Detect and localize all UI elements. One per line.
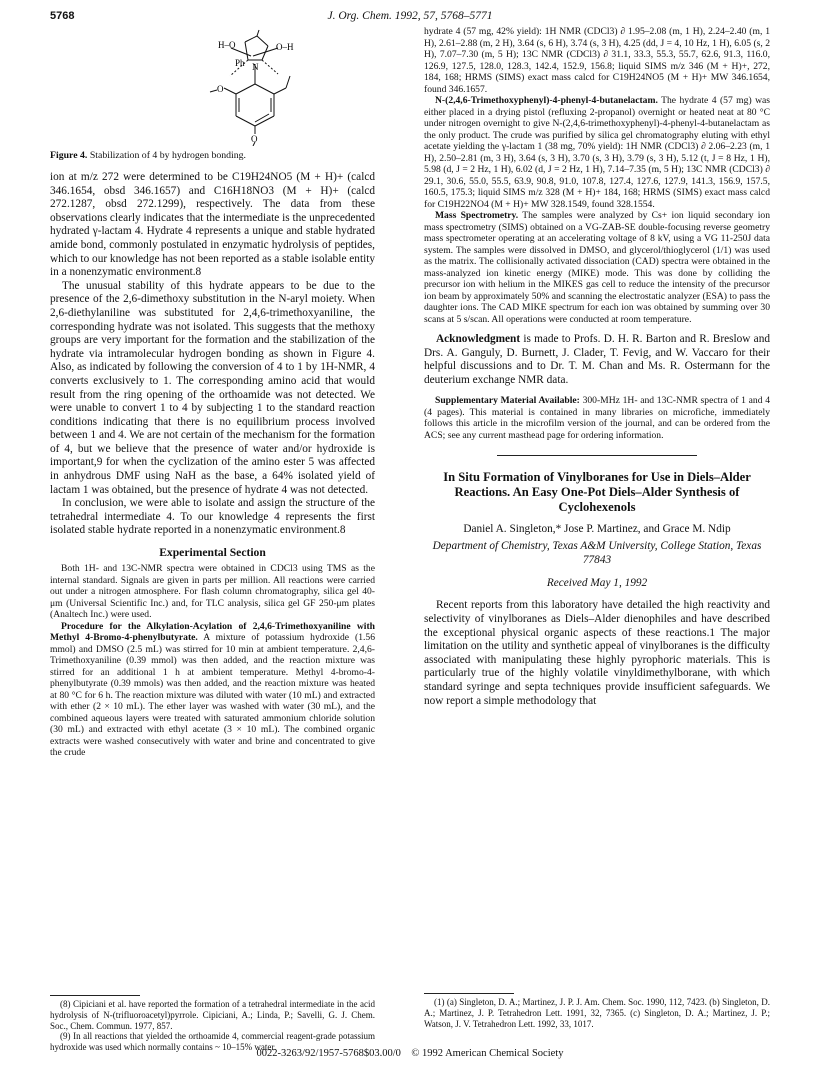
journal-citation [50, 10, 770, 22]
running-header [50, 10, 770, 26]
journal-name: J. Org. Chem. [327, 10, 392, 22]
nitrogen-label: N [252, 62, 259, 72]
journal-year-volume: 1992, 57, 5768–5771 [394, 10, 493, 22]
author-affiliation: Department of Chemistry, Texas A&M University, College Station, Texas 77843 [432, 540, 762, 566]
supplementary-heading: Supplementary Material Available: [435, 395, 580, 407]
supplementary-paragraph [424, 395, 770, 441]
figure-caption [50, 150, 375, 161]
lactam-paragraph [424, 95, 770, 210]
acknowledgment-body: is made to Profs. D. H. R. Barton and R. Breslow and Drs. A. Ganguly, D. Burnett, J. Clader, T. Fevig, and W. Vaccaro for their helpful discussions and to Dr. T. M. Chan and Ms. R. Ostermann for the deuterium exchange NMR data. [424, 333, 770, 386]
procedure-heading: Procedure for the Alkylation-Acylation of 2,4,6-Trimethoxyaniline with Methyl 4-Bromo-4-phenylbutyrate. [50, 620, 375, 644]
figure-4 [50, 26, 375, 146]
body-paragraph-1: ion at m/z 272 were determined to be C19H24NO5 (M + H)+ (calcd 346.1654, obsd 346.1657) and C16H18NO3 (M + H)+ (calcd 272.1287, obsd 272.1299), respectively. The data from these observations clearly indicates that the intermediate is the unprecedented hydrated γ-lactam 4. Hydrate 4 represents a unique and stable hydrated amide bond, commonly postulated in enzymatic hydrolysis of peptides, which to our knowledge has not been reported as a stable isolable entity in a nonenzymatic environment.8 [50, 171, 376, 279]
section-heading-experimental: Experimental Section [159, 546, 266, 560]
right-footnotes [424, 993, 770, 1029]
methoxy-o-label: O [217, 84, 224, 94]
left-column [50, 26, 375, 759]
body-paragraph-3: In conclusion, we were able to isolate and assign the structure of the tetrahedral intermediate 4. To our knowledge 4 represents the first isolated stable hydrate reported in a nonenzymatic environment.8 [50, 497, 375, 537]
article-intro-paragraph: Recent reports from this laboratory have detailed the high reactivity and selectivity of vinylboranes as Diels–Alder dienophiles and have described the exceptional physical organic aspects of these reactions.1 The major limitation on the utility and synthetic appeal of vinylboranes is the difficulty associated with manipulating these highly pyrophoric materials. This is particularly true of the highly volatile vinyldimethylborane, with which standard syringe and septa techniques provide insufficient safeguards. We now report a simple methodology that [424, 599, 770, 707]
figure-4-structure [50, 26, 375, 146]
procedure-body: A mixture of potassium hydroxide (1.56 mmol) and DMSO (2.5 mL) was stirred for 10 min at ambient temperature. 2,4,6-Trimethoxyaniline (0.39 mmol) was then added, and the reaction mixture was stirred for an additional 1 h at ambient temperature. Methyl 4-bromo-4-phenylbutyrate (0.39 mmols) was then added, and the reaction mixture was heated at 80 °C for 6 h. The reaction mixture was diluted with water (10 mL) and extracted with ether (2 × 10 mL). The ether layer was washed with water (30 mL), and the combined aqueous layers were treated with saturated ammonium chloride solution (30 mL) and extracted with ethyl acetate (3 × 10 mL). The combined organic extracts were washed consecutively with water and brine and concentrated to give the crude [50, 632, 376, 759]
footer-code: 0022-3263/92/1957-5768$03.00/0 [256, 1048, 401, 1059]
footnote-9: (9) In all reactions that yielded the orthoamide 4, commercial reagent-grade potassium hydroxide was used which normally contains ~ 10–15% water. [50, 1031, 375, 1053]
acknowledgment-heading: Acknowledgment [436, 333, 521, 345]
article-separator-rule [497, 455, 697, 456]
received-date: Received May 1, 1992 [546, 577, 648, 590]
para-methoxy-o-label: O [251, 134, 258, 144]
mass-spec-heading: Mass Spectrometry. [435, 210, 519, 221]
hydrate-data-paragraph: hydrate 4 (57 mg, 42% yield): 1H NMR (CDCl3) ∂ 1.95–2.08 (m, 1 H), 2.24–2.40 (m, 1 H), 2.61–2.88 (m, 2 H), 3.64 (s, 6 H), 3.74 (s, 3 H), 4.25 (dd, J = 4, 10 Hz, 1 H), 6.05 (s, 2 H), 7.07–7.30 (m, 5 H); 13C NMR (CDCl3) ∂ 31.1, 33.3, 55.3, 55.7, 62.6, 91.3, 116.0, 126.9, 127.5, 128.0, 128.3, 142.4, 152.9, 156.8; liquid SIMS m/z 346 (M + H)+, 272, 184, 168; HRMS (SIMS) exact mass calcd for C19H24NO5 (M + H)+ MW 346.1654, found 346.1657. [424, 26, 770, 95]
mass-spec-paragraph [424, 210, 770, 325]
phenyl-label: Ph [235, 58, 245, 68]
body-paragraph-2: The unusual stability of this hydrate appears to be due to the presence of the 2,6-dimethoxy substitution in the N-aryl moiety. When 2,6-diethylaniline was substituted for 2,4,6-trimethoxyaniline, the corresponding hydrate was not isolated. This suggests that the methoxy groups are very important for the formation and the stabilization of the hydrate via intramolecular hydrogen bonding as shown in Figure 4. Also, as indicated by following the conversion of 4 to 1 by 1H-NMR, 4 converts exclusively to 1. The corresponding amino acid that would result from the ring opening of the orthoamide was not detected. We were unable to convert 1 to 4 by subjecting 1 to the standard reaction conditions indicating that there is no equilibrium process involved between 1 and 4. We are not certain of the mechanism for the formation of 4, but we believe that the presence of water and/or hydroxide is important,9 for when the cyclization of the amino ester 5 was affected in anhydrous DMF using NaH as the base, a 64% isolated yield of lactam 1 was obtained, but the presence of hydrate 4 was not detected. [50, 279, 375, 496]
acknowledgment-paragraph [424, 333, 770, 387]
footer-copyright: © 1992 American Chemical Society [411, 1048, 564, 1059]
lactam-body: The hydrate 4 (57 mg) was either placed in a drying pistol (refluxing 2-propanol) overnight or heated neat at 80 °C under nitrogen overnight to give N-(2,4,6-trimethoxyphenyl)-4-phenyl-4-butanelactam as the only product. The crude was purified by silica gel chromatography eluting with ethyl acetate yielding the γ-lactam 1 (38 mg, 70% yield): 1H NMR (CDCl3) ∂ 2.06–2.23 (m, 1 H), 2.50–2.81 (m, 3 H), 3.64 (s, 3 H), 3.70 (s, 3 H), 3.79 (s, 3 H), 5.12 (t, J = 8 Hz, 1 H), 5.98 (d, J = 2 Hz, 1 H), 6.02 (d, J = 2 Hz, 1 H), 7.14–7.35 (m, 5 H); 13C NMR (CDCl3) ∂ 29.1, 30.6, 55.0, 55.5, 63.9, 90.8, 91.0, 107.8, 127.4, 127.6, 127.9, 141.3, 156.9, 157.5, 160.5, 175.3; liquid SIMS m/z 328 (M + H)+ 184, 168; HRMS (SIMS) exact mass calcd for C19H22NO4 (M + H)+ MW 328.1549, found 328.1554. [424, 95, 770, 210]
procedure-paragraph [50, 621, 375, 759]
page-number: 5768 [50, 10, 75, 22]
footnote-rule [50, 995, 140, 996]
article-title: In Situ Formation of Vinylboranes for Use in Diels–Alder Reactions. An Easy One-Pot Diels–Alder Synthesis of Cyclohexenols [443, 470, 751, 515]
footnote-rule-right [424, 993, 514, 994]
hydroxyl-label-left: H–O [218, 40, 236, 50]
hydroxyl-label-right: O–H [276, 42, 294, 52]
left-footnotes [50, 995, 375, 1053]
right-column [424, 26, 770, 708]
figure-caption-text: Stabilization of 4 by hydrogen bonding. [87, 150, 247, 161]
mass-spec-body: The samples were analyzed by Cs+ ion liquid secondary ion mass spectrometry (SIMS) obtained on a VG-ZAB-SE double-focusing reverse geometry mass spectrometer operating at an accelerating voltage of 8 kV, using a VG 11-250J data system. The samples were dissolved in DMSO, and glycerol/thioglycerol (1/1) was used as the matrix. The collisionally activated dissociation (CAD) spectra were obtained in the mass-analyzed ion kinetic energy (MIKE) mode. This was done by colliding the precursor ion with helium in the MIKES gas cell to reduce the intensity of the precursor ion beam by approximately 50% and scanning the electrostatic analyzer (ESA) to pass the daughter ions. The CAD MIKE spectrum for each ion was obtained by summing over 30 scans at 5 s/scan. All operations were conducted at room temperature. [424, 210, 770, 325]
experimental-paragraph-1: Both 1H- and 13C-NMR spectra were obtained in CDCl3 using TMS as the internal standard. Signals are given in parts per million. All reactions were carried out under a nitrogen atmosphere. For flash column chromatography, silica gel 40-μm (Universal Scientific Inc.) and, for TLC analysis, silica gel GF 250-μm plates (Analtech Inc.) were used. [50, 563, 375, 621]
footnote-8: (8) Cipiciani et al. have reported the formation of a tetrahedral intermediate in the acid hydrolysis of N-(trifluoroacetyl)pyrrole. Cipiciani, A.; Linda, P.; Savelli, G. J. Chem. Soc., Chem. Commun. 1977, 857. [50, 999, 375, 1031]
page-footer [0, 1048, 820, 1059]
lactam-heading: N-(2,4,6-Trimethoxyphenyl)-4-phenyl-4-butanelactam. [435, 95, 658, 106]
footnote-1: (1) (a) Singleton, D. A.; Martinez, J. P. J. Am. Chem. Soc. 1990, 112, 7423. (b) Singleton, D. A.; Martinez, J. P. Tetrahedron Lett. 1991, 32, 7365. (c) Singleton, D. A.; Martinez, J. P.; Watson, J. V. Tetrahedron Lett. 1992, 33, 1017. [424, 997, 770, 1029]
supplementary-body: 300-MHz 1H- and 13C-NMR spectra of 1 and 4 (4 pages). This material is contained in many libraries on microfiche, immediately follows this article in the microfilm version of the journal, and can be ordered from the ACS; see any current masthead page for ordering information. [424, 395, 770, 441]
figure-caption-label: Figure 4. [50, 150, 88, 161]
article-authors: Daniel A. Singleton,* Jose P. Martinez, and Grace M. Ndip [463, 523, 731, 536]
